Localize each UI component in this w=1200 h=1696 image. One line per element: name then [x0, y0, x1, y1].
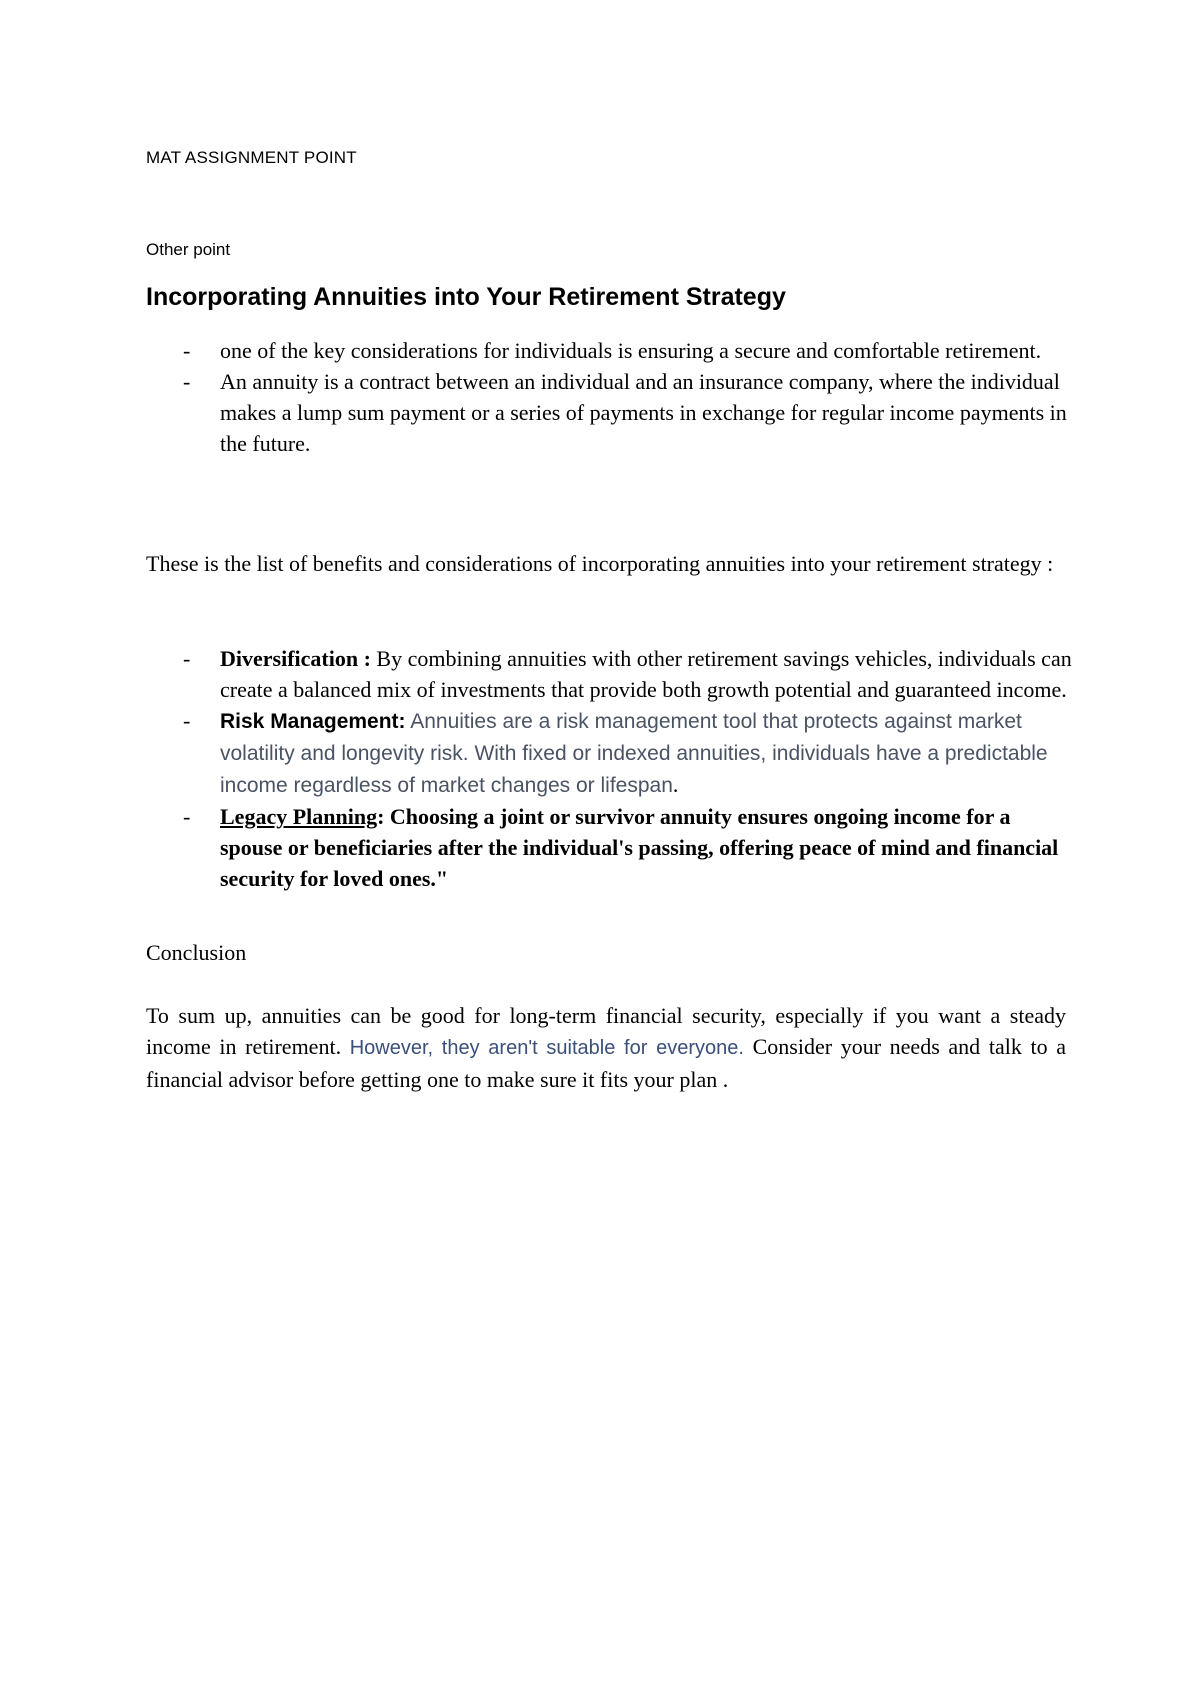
- benefit-term: Risk Management:: [220, 710, 406, 733]
- dash-bullet: -: [183, 708, 191, 733]
- list-item: [146, 366, 1076, 459]
- list-item: [146, 705, 1076, 801]
- benefits-list: [146, 643, 1076, 894]
- conclusion-paragraph: [146, 1000, 1066, 1095]
- dash-bullet: -: [183, 646, 191, 671]
- dash-bullet: -: [183, 369, 191, 394]
- dash-bullet: -: [183, 338, 191, 363]
- benefit-text: Annuities are a risk management tool that protects against market volatility and longevity risk. With fixed or indexed annuities, individuals have a predictable income regardless of market changes or lifespan: [220, 710, 1048, 797]
- benefit-text: By combining annuities with other retirement savings vehicles, individuals can create a balanced mix of investments that provide both growth potential and guaranteed income.: [220, 646, 1072, 702]
- list-item: [146, 335, 1076, 366]
- conclusion-text-3: Consider your needs and talk to a financial advisor before getting one to make sure it fits your plan .: [146, 1034, 1066, 1092]
- benefit-term-separator: :: [377, 804, 385, 829]
- benefit-text: Choosing a joint or survivor annuity ensures ongoing income for a spouse or beneficiaries after the individual's passing, offering peace of mind and financial security for loved ones.": [220, 804, 1059, 891]
- document-header: MAT ASSIGNMENT POINT: [146, 148, 357, 167]
- conclusion-heading: Conclusion: [146, 940, 247, 965]
- intro-bullet-list: [146, 335, 1076, 459]
- dash-bullet: -: [183, 804, 191, 829]
- conclusion-text-2: However, they aren't suitable for everyone.: [349, 1037, 744, 1059]
- conclusion-text-1: To sum up, annuities can be good for long-term financial security, especially if you want a steady income in retirement.: [146, 1003, 1066, 1059]
- benefit-term: Diversification :: [220, 646, 371, 671]
- list-item: [146, 801, 1076, 894]
- benefit-end: .: [672, 772, 679, 797]
- list-item: [146, 643, 1076, 705]
- document-title: Incorporating Annuities into Your Retirement Strategy: [146, 283, 786, 311]
- bullet-text: one of the key considerations for individuals is ensuring a secure and comfortable retirement.: [220, 338, 1042, 363]
- list-intro-paragraph: These is the list of benefits and considerations of incorporating annuities into your retirement strategy :: [146, 551, 1054, 576]
- section-label: Other point: [146, 240, 231, 259]
- bullet-text: An annuity is a contract between an individual and an insurance company, where the individual makes a lump sum payment or a series of payments in exchange for regular income payments in the future.: [220, 369, 1067, 456]
- benefit-term: Legacy Planning: [220, 804, 378, 829]
